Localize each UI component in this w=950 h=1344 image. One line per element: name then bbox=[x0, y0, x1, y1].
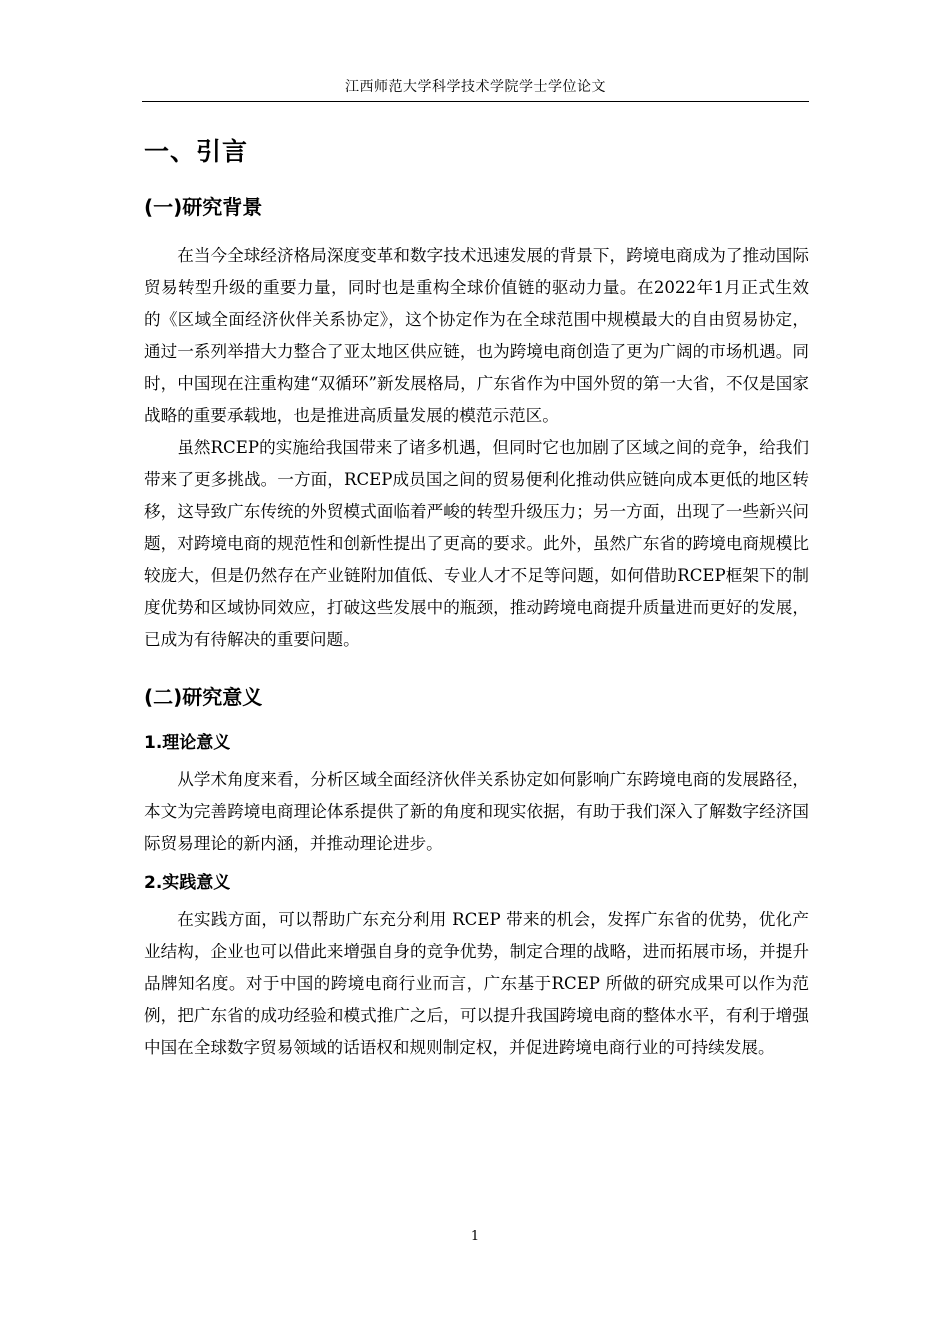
theory-paragraph: 从学术角度来看，分析区域全面经济伙伴关系协定如何影响广东跨境电商的发展路径，本文为完善跨境电商理论体系提供了新的角度和现实依据，有助于我们深入了解数字经济国际贸易理论的新内涵，并推动理论进步。 bbox=[144, 770, 809, 853]
header-rule bbox=[142, 101, 809, 102]
page-number: 1 bbox=[470, 1229, 480, 1244]
practice-heading: 2.实践意义 bbox=[144, 873, 231, 893]
background-heading: (一)研究背景 bbox=[144, 195, 263, 219]
practice-paragraph: 在实践方面，可以帮助广东充分利用 RCEP 带来的机会，发挥广东省的优势，优化产业结构，企业也可以借此来增强自身的竞争优势，制定合理的战略，进而拓展市场，并提升品牌知名度。对于中国的跨境电商行业而言，广东基于RCEP 所做的研究成果可以作为范例，把广东省的成功经验和模式推广之后，可以提升我国跨境电商的整体水平，有利于增强中国在全球数字贸易领域的话语权和规则制定权，并促进跨境电商行业的可持续发展。 bbox=[144, 910, 809, 1057]
theory-heading: 1.理论意义 bbox=[144, 733, 231, 753]
section-title: 一、引言 bbox=[144, 137, 249, 166]
background-paragraph-1: 在当今全球经济格局深度变革和数字技术迅速发展的背景下，跨境电商成为了推动国际贸易转型升级的重要力量，同时也是重构全球价值链的驱动力量。在2022年1月正式生效的《区域全面经济伙伴关系协定》，这个协定作为在全球范围中规模最大的自由贸易协定，通过一系列举措大力整合了亚太地区供应链，也为跨境电商创造了更为广阔的市场机遇。同时，中国现在注重构建“双循环”新发展格局，广东省作为中国外贸的第一大省，不仅是国家战略的重要承载地，也是推进高质量发展的模范示范区。 bbox=[144, 246, 809, 425]
background-paragraph-2: 虽然RCEP的实施给我国带来了诸多机遇，但同时它也加剧了区域之间的竞争，给我们带来了更多挑战。一方面，RCEP成员国之间的贸易便利化推动供应链向成本更低的地区转移，这导致广东传统的外贸模式面临着严峻的转型升级压力；另一方面，出现了一些新兴问题，对跨境电商的规范性和创新性提出了更高的要求。此外，虽然广东省的跨境电商规模比较庞大，但是仍然存在产业链附加值低、专业人才不足等问题，如何借助RCEP框架下的制度优势和区域协同效应，打破这些发展中的瓶颈，推动跨境电商提升质量进而更好的发展，已成为有待解决的重要问题。 bbox=[144, 438, 809, 649]
page-content bbox=[144, 130, 809, 1064]
significance-heading: (二)研究意义 bbox=[144, 685, 263, 709]
running-header: 江西师范大学科学技术学院学士学位论文 bbox=[345, 79, 606, 95]
